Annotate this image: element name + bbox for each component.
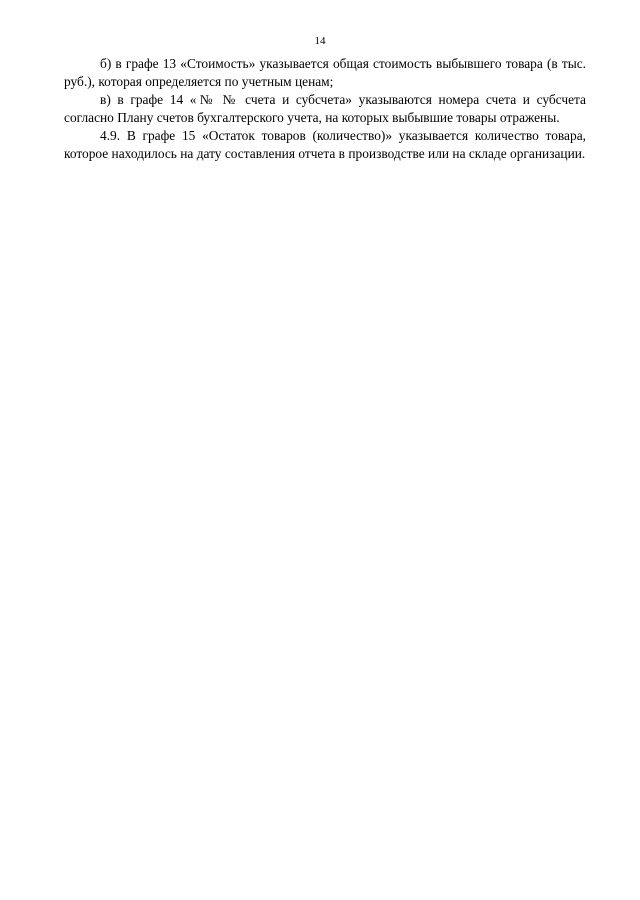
paragraph-4-9: 4.9. В графе 15 «Остаток товаров (количество)» указывается количество товара, которое находилось на дату составления отчета в производстве или на складе организации.	[64, 128, 586, 162]
page-number: 14	[314, 35, 326, 47]
paragraph-item-v: в) в графе 14 «№ № счета и субсчета» указываются номера счета и субсчета согласно Плану счетов бухгалтерского учета, на которых выбывшие товары отражены.	[64, 92, 586, 126]
document-body	[64, 55, 586, 164]
paragraph-item-b: б) в графе 13 «Стоимость» указывается общая стоимость выбывшего товара (в тыс. руб.), которая определяется по учетным ценам;	[64, 56, 586, 90]
